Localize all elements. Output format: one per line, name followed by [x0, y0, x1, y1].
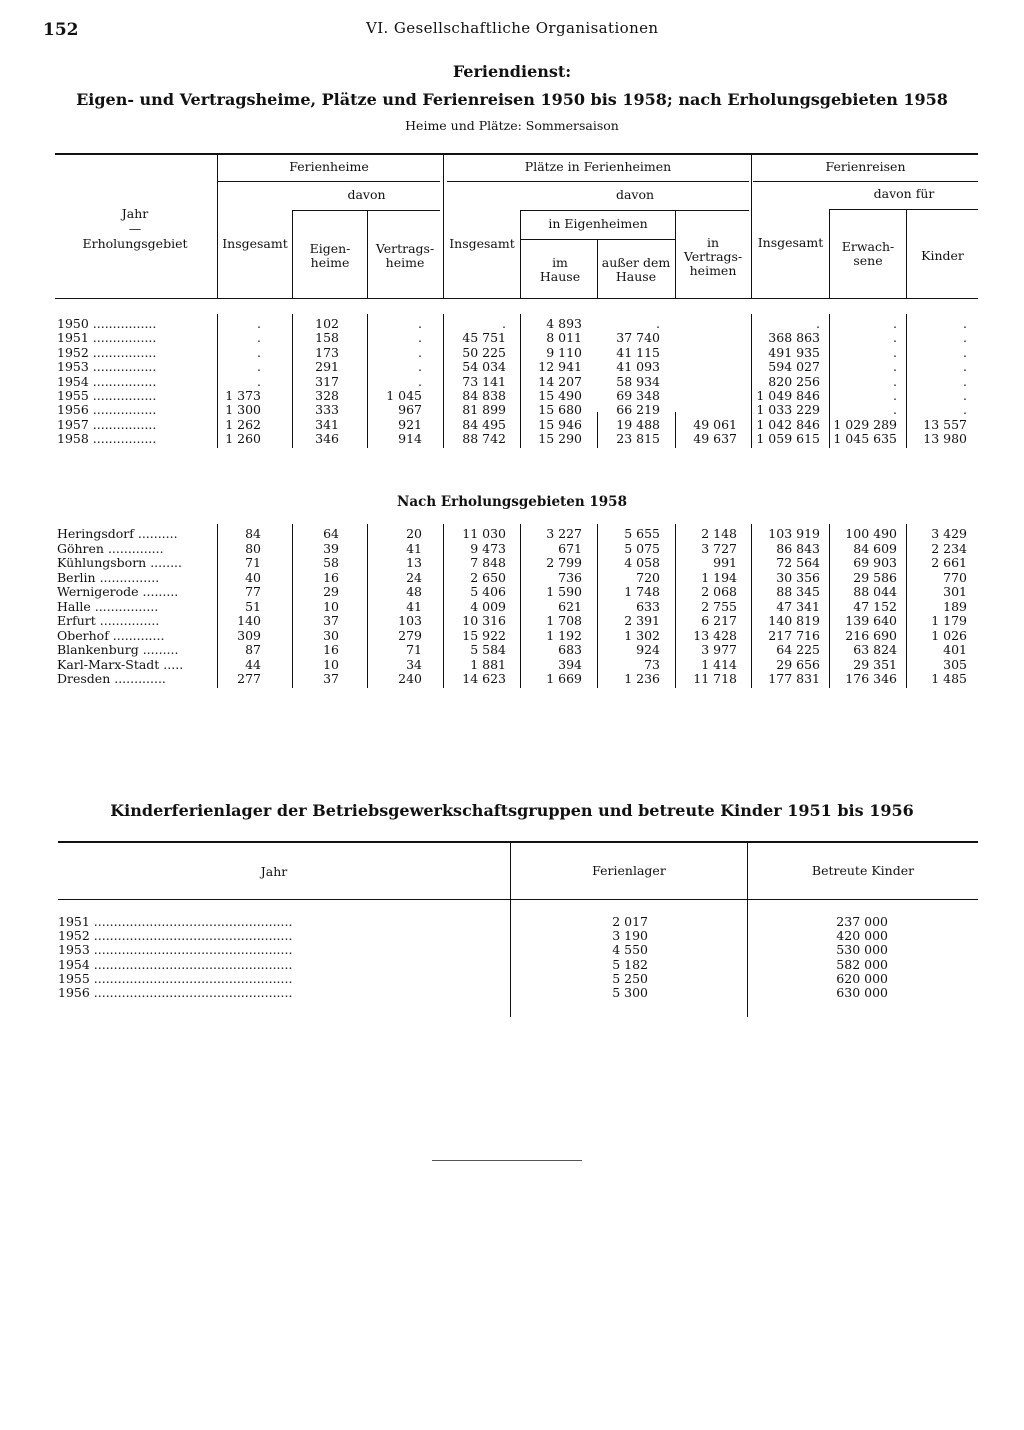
table-cell: 23 815: [616, 431, 660, 447]
table-cell: 13 980: [923, 431, 967, 447]
table-cell: 5 584: [470, 642, 506, 657]
table-cell: 103 919: [768, 526, 820, 541]
table-cell: 1 179: [931, 613, 967, 628]
table-cell: 173: [315, 344, 339, 360]
table-cell: 64 225: [776, 642, 820, 657]
table-cell: 29 351: [853, 656, 897, 672]
table-cell: 84: [245, 526, 261, 541]
rule: [675, 210, 676, 298]
table-cell: 45 751: [462, 330, 506, 346]
table-cell: 37 740: [616, 330, 660, 346]
t2-ferienlager-cell: 5 182: [612, 956, 648, 972]
header-ausser-dem-hause: außer dem Hause: [601, 255, 671, 284]
table-cell: .: [893, 330, 897, 346]
rule: [753, 181, 978, 182]
table-cell: 77: [245, 584, 261, 599]
table-cell: 39: [323, 540, 339, 556]
table-title-line-1: Feriendienst:: [452, 62, 572, 81]
table-cell: 820 256: [768, 373, 820, 389]
table-cell: 368 863: [768, 330, 820, 346]
t2-header-betreute-kinder: Betreute Kinder: [811, 863, 915, 878]
rule: [829, 209, 830, 298]
header-erholungsgebiet: Erholungsgebiet: [82, 236, 188, 251]
table-cell: 87: [245, 642, 261, 657]
table-cell: 594 027: [768, 359, 820, 375]
table-cell: .: [963, 359, 967, 375]
table-cell: 924: [636, 642, 660, 657]
table-cell: 50 225: [462, 344, 506, 360]
rule: [597, 239, 598, 298]
table-cell: 671: [558, 540, 582, 556]
row-label: Heringsdorf ..........: [57, 526, 178, 541]
table-cell: 15 490: [538, 388, 582, 403]
table-cell: 24: [406, 569, 422, 585]
table-cell: .: [963, 402, 967, 418]
table-cell: 1 669: [546, 671, 582, 686]
table-cell: 13: [406, 555, 422, 570]
table-cell: 1 059 615: [756, 431, 820, 447]
table-cell: 621: [558, 598, 582, 614]
header-ferienheime: Ferienheime: [289, 159, 369, 174]
table-cell: 15 290: [538, 431, 582, 447]
table-cell: 88 044: [853, 584, 897, 599]
table-cell: .: [656, 316, 660, 331]
header-eigenheime: Eigen- heime: [309, 241, 351, 270]
table-cell: 51: [245, 598, 261, 614]
table-cell: 1 414: [701, 656, 737, 672]
table-cell: 217 716: [768, 627, 820, 643]
table-cell: 41 115: [616, 344, 660, 360]
table-cell: 15 946: [538, 416, 582, 432]
table-cell: 3 977: [701, 642, 737, 657]
table-cell: 1 192: [546, 627, 582, 643]
t2-row-label: 1955 ..................................................: [58, 970, 293, 986]
table-cell: 2 661: [931, 555, 967, 570]
table-cell: 346: [315, 431, 339, 447]
table-cell: 1 029 289: [833, 416, 897, 432]
table-cell: 5 655: [624, 526, 660, 541]
row-label: Oberhof .............: [57, 627, 165, 643]
areas-heading: Nach Erholungsgebieten 1958: [397, 494, 627, 510]
table-cell: .: [418, 359, 422, 375]
table-cell: 48: [406, 584, 422, 599]
table-cell: .: [257, 344, 261, 360]
table-cell: 139 640: [845, 613, 897, 628]
row-label: 1950 ................: [57, 316, 157, 331]
table-cell: 4 058: [624, 555, 660, 570]
row-label: 1952 ................: [57, 344, 157, 360]
table-cell: 49 061: [693, 416, 737, 432]
table-cell: 1 045 635: [833, 431, 897, 447]
table-cell: 176 346: [845, 671, 897, 686]
table-cell: 1 262: [225, 416, 261, 432]
table-cell: 491 935: [768, 344, 820, 360]
table-cell: 29 586: [853, 569, 897, 585]
table-cell: 29 656: [776, 656, 820, 672]
row-label: Erfurt ...............: [57, 613, 160, 628]
rule: [292, 210, 293, 298]
table-cell: .: [963, 344, 967, 360]
table-cell: 71: [406, 642, 422, 657]
table-cell: 69 348: [616, 388, 660, 403]
table-cell: 921: [398, 416, 422, 432]
t2-row-label: 1954 ..................................................: [58, 956, 293, 972]
table-cell: .: [893, 402, 897, 418]
footer-separator: [432, 1160, 582, 1161]
header-insgesamt: Insgesamt: [222, 236, 288, 251]
rule: [521, 210, 749, 211]
table-cell: 16: [323, 642, 339, 657]
table-cell: 2 799: [546, 555, 582, 570]
table-cell: .: [816, 316, 820, 331]
row-label: Karl-Marx-Stadt .....: [57, 656, 184, 672]
table-cell: 10: [323, 656, 339, 672]
table-cell: 1 302: [624, 627, 660, 643]
table-cell: 1 045: [386, 388, 422, 403]
row-label: 1956 ................: [57, 402, 157, 418]
table-cell: 394: [558, 656, 582, 672]
table-cell: 14 207: [538, 373, 582, 389]
table-cell: 41: [406, 540, 422, 556]
table-cell: 14 623: [462, 671, 506, 686]
rule: [751, 155, 752, 298]
header-vertragsheime: Vertrags- heime: [375, 241, 435, 270]
table-cell: 64: [323, 526, 339, 541]
t2-kinder-cell: 420 000: [836, 928, 888, 944]
table-cell: 683: [558, 642, 582, 657]
header-ferienreisen: Ferienreisen: [825, 159, 906, 174]
table-cell: 100 490: [845, 526, 897, 541]
table-cell: 71: [245, 555, 261, 570]
table-cell: 15 922: [462, 627, 506, 643]
table-cell: 3 727: [701, 540, 737, 556]
table-cell: .: [257, 316, 261, 331]
table-cell: .: [893, 359, 897, 375]
rule: [218, 181, 440, 182]
table2-top-rule: [58, 841, 978, 843]
table-cell: 301: [943, 584, 967, 599]
table-cell: .: [893, 316, 897, 331]
table-cell: .: [893, 373, 897, 389]
table-cell: 914: [398, 431, 422, 447]
table-cell: 240: [398, 671, 422, 686]
table-cell: 991: [713, 555, 737, 570]
table-cell: 216 690: [845, 627, 897, 643]
table1-top-rule: [55, 153, 978, 155]
table-cell: 291: [315, 359, 339, 375]
table-cell: 49 637: [693, 431, 737, 447]
table-cell: 736: [558, 569, 582, 585]
row-label: Wernigerode .........: [57, 584, 179, 599]
header-plaetze: Plätze in Ferienheimen: [524, 159, 672, 174]
header-dash: —: [128, 221, 142, 236]
table-cell: 140: [237, 613, 261, 628]
header-in-eigenheimen: in Eigenheimen: [548, 216, 648, 231]
table-cell: 2 234: [931, 540, 967, 556]
table-cell: 2 148: [701, 526, 737, 541]
row-label: 1953 ................: [57, 359, 157, 375]
table-cell: 34: [406, 656, 422, 672]
table-cell: .: [893, 344, 897, 360]
t2-kinder-cell: 620 000: [836, 970, 888, 986]
table-cell: 1 748: [624, 584, 660, 599]
table-cell: 1 236: [624, 671, 660, 686]
row-label: 1955 ................: [57, 388, 157, 403]
table-cell: 13 428: [693, 627, 737, 643]
table-cell: 88 742: [462, 431, 506, 447]
row-label: Halle ................: [57, 598, 159, 614]
table-cell: 6 217: [701, 613, 737, 628]
table-cell: 1 590: [546, 584, 582, 599]
t2-header-ferienlager: Ferienlager: [592, 863, 666, 878]
table-cell: 1 033 229: [756, 402, 820, 418]
header-plaetze-insgesamt: Insgesamt: [449, 236, 515, 251]
table-cell: 279: [398, 627, 422, 643]
table-cell: 4 893: [546, 316, 582, 331]
t2-ferienlager-cell: 2 017: [612, 914, 648, 929]
section-header: VI. Gesellschaftliche Organisationen: [366, 19, 659, 37]
table-cell: 81 899: [462, 402, 506, 418]
table-cell: 3 429: [931, 526, 967, 541]
table-cell: 84 495: [462, 416, 506, 432]
header-im-hause: im Hause: [539, 255, 581, 284]
table-cell: 158: [315, 330, 339, 346]
table-cell: 20: [406, 526, 422, 541]
t2-ferienlager-cell: 4 550: [612, 942, 648, 958]
table-cell: 401: [943, 642, 967, 657]
table-cell: .: [963, 330, 967, 346]
table-cell: 5 075: [624, 540, 660, 556]
table-cell: 11 718: [693, 671, 737, 686]
table-cell: 37: [323, 613, 339, 628]
table-cell: 8 011: [546, 330, 582, 346]
table-cell: 19 488: [616, 416, 660, 432]
table-cell: 341: [315, 416, 339, 432]
row-label: Kühlungsborn ........: [57, 555, 182, 570]
table-cell: .: [502, 316, 506, 331]
table-cell: .: [257, 359, 261, 375]
table-cell: 720: [636, 569, 660, 585]
rule: [367, 210, 368, 298]
header-plaetze-davon: davon: [615, 187, 655, 202]
table-cell: .: [963, 388, 967, 403]
row-label: 1957 ................: [57, 416, 157, 432]
t2-kinder-cell: 530 000: [836, 942, 888, 958]
t2-ferienlager-cell: 3 190: [612, 928, 648, 944]
table-cell: .: [963, 373, 967, 389]
table-cell: 9 110: [546, 344, 582, 360]
table-cell: 328: [315, 388, 339, 403]
header-davon: davon: [347, 187, 386, 202]
table-cell: 2 755: [701, 598, 737, 614]
table-cell: 309: [237, 627, 261, 643]
table-cell: .: [257, 373, 261, 389]
table-cell: 633: [636, 598, 660, 614]
t2-kinder-cell: 630 000: [836, 985, 888, 1000]
table2-header-rule: [58, 899, 978, 900]
rule: [830, 209, 978, 210]
table-cell: 4 009: [470, 598, 506, 614]
table-cell: .: [257, 330, 261, 346]
t2-ferienlager-cell: 5 250: [612, 970, 648, 986]
table-cell: 40: [245, 569, 261, 585]
table-cell: 9 473: [470, 540, 506, 556]
table-cell: 305: [943, 656, 967, 672]
table-cell: 140 819: [768, 613, 820, 628]
page-number: 152: [43, 20, 79, 40]
table-cell: 72 564: [776, 555, 820, 570]
table-cell: 86 843: [776, 540, 820, 556]
row-label: 1951 ................: [57, 330, 157, 346]
row-label: Dresden .............: [57, 671, 166, 686]
table-cell: 1 260: [225, 431, 261, 447]
table-cell: 333: [315, 402, 339, 418]
row-label: Berlin ...............: [57, 569, 160, 585]
row-label: 1954 ................: [57, 373, 157, 389]
table-cell: 63 824: [853, 642, 897, 657]
table-cell: 3 227: [546, 526, 582, 541]
table-cell: 47 152: [853, 598, 897, 614]
table-cell: 1 300: [225, 402, 261, 418]
table-cell: 1 708: [546, 613, 582, 628]
header-jahr: Jahr: [121, 206, 149, 221]
table2-title: Kinderferienlager der Betriebsgewerkschaftsgruppen und betreute Kinder 1951 bis 1956: [110, 801, 914, 820]
header-reisen-insgesamt: Insgesamt: [757, 235, 824, 250]
header-in-vertragsheimen: in Vertrags- heimen: [683, 235, 743, 278]
table-cell: 189: [943, 598, 967, 614]
table-title-line-2: Eigen- und Vertragsheime, Plätze und Ferienreisen 1950 bis 1958; nach Erholungsgebieten 1958: [76, 90, 948, 109]
row-label: Blankenburg .........: [57, 642, 179, 657]
table-cell: 5 406: [470, 584, 506, 599]
table-cell: 54 034: [462, 359, 506, 375]
table-cell: 16: [323, 569, 339, 585]
table-cell: 10: [323, 598, 339, 614]
table-cell: 1 049 846: [756, 388, 820, 403]
header-davon-fuer: davon für: [873, 186, 935, 201]
table-cell: 13 557: [923, 416, 967, 432]
table-cell: 12 941: [538, 359, 582, 375]
rule: [443, 155, 444, 298]
table-cell: 58 934: [616, 373, 660, 389]
table-cell: 37: [323, 671, 339, 686]
table-cell: 277: [237, 671, 261, 686]
row-label: Göhren ..............: [57, 540, 164, 556]
t2-row-label: 1953 ..................................................: [58, 942, 293, 958]
table-cell: 1 373: [225, 388, 261, 403]
table-cell: 11 030: [462, 526, 506, 541]
t2-header-jahr: Jahr: [260, 864, 288, 879]
table-cell: 73 141: [462, 373, 506, 389]
t2-row-label: 1952 ..................................................: [58, 928, 293, 944]
row-label: 1958 ................: [57, 431, 157, 447]
table-cell: 317: [315, 373, 339, 389]
table-cell: 66 219: [616, 402, 660, 418]
table-cell: 88 345: [776, 584, 820, 599]
table-cell: 80: [245, 540, 261, 556]
table-cell: 84 609: [853, 540, 897, 556]
table-cell: 44: [245, 656, 261, 672]
t2-row-label: 1951 ..................................................: [58, 914, 293, 929]
table-cell: 770: [943, 569, 967, 585]
table-cell: 84 838: [462, 388, 506, 403]
table-cell: .: [418, 344, 422, 360]
rule: [521, 239, 675, 240]
table1-header-bottom-rule: [55, 298, 978, 299]
table-cell: .: [418, 330, 422, 346]
table-cell: 47 341: [776, 598, 820, 614]
t2-ferienlager-cell: 5 300: [612, 985, 648, 1000]
table-subtitle: Heime und Plätze: Sommersaison: [405, 118, 619, 133]
table-cell: .: [893, 388, 897, 403]
table-cell: 69 903: [853, 555, 897, 570]
table-cell: 73: [644, 656, 660, 672]
table-cell: 7 848: [470, 555, 506, 570]
table-cell: 15 680: [538, 402, 582, 418]
table-cell: .: [418, 316, 422, 331]
table-cell: 1 194: [701, 569, 737, 585]
table-cell: .: [963, 316, 967, 331]
table-cell: 1 881: [470, 656, 506, 672]
table-cell: 1 042 846: [756, 416, 820, 432]
t2-row-label: 1956 ..................................................: [58, 985, 293, 1000]
header-erwachsene: Erwach- sene: [841, 239, 895, 268]
table-cell: .: [418, 373, 422, 389]
table-cell: 2 650: [470, 569, 506, 585]
table-cell: 30 356: [776, 569, 820, 585]
table-cell: 1 026: [931, 627, 967, 643]
table-cell: 967: [398, 402, 422, 418]
rule: [447, 181, 749, 182]
table-cell: 2 068: [701, 584, 737, 599]
rule: [217, 155, 218, 298]
table-cell: 103: [398, 613, 422, 628]
t2-kinder-cell: 237 000: [836, 914, 888, 929]
table-cell: 29: [323, 584, 339, 599]
table-cell: 1 485: [931, 671, 967, 686]
table-cell: 41 093: [616, 359, 660, 375]
t2-kinder-cell: 582 000: [836, 956, 888, 972]
table-cell: 30: [323, 627, 339, 643]
header-kinder: Kinder: [921, 248, 964, 263]
table-cell: 41: [406, 598, 422, 614]
table-cell: 177 831: [768, 671, 820, 686]
table-cell: 10 316: [462, 613, 506, 628]
table-cell: 58: [323, 555, 339, 570]
table-cell: 102: [315, 316, 339, 331]
table-cell: 2 391: [624, 613, 660, 628]
